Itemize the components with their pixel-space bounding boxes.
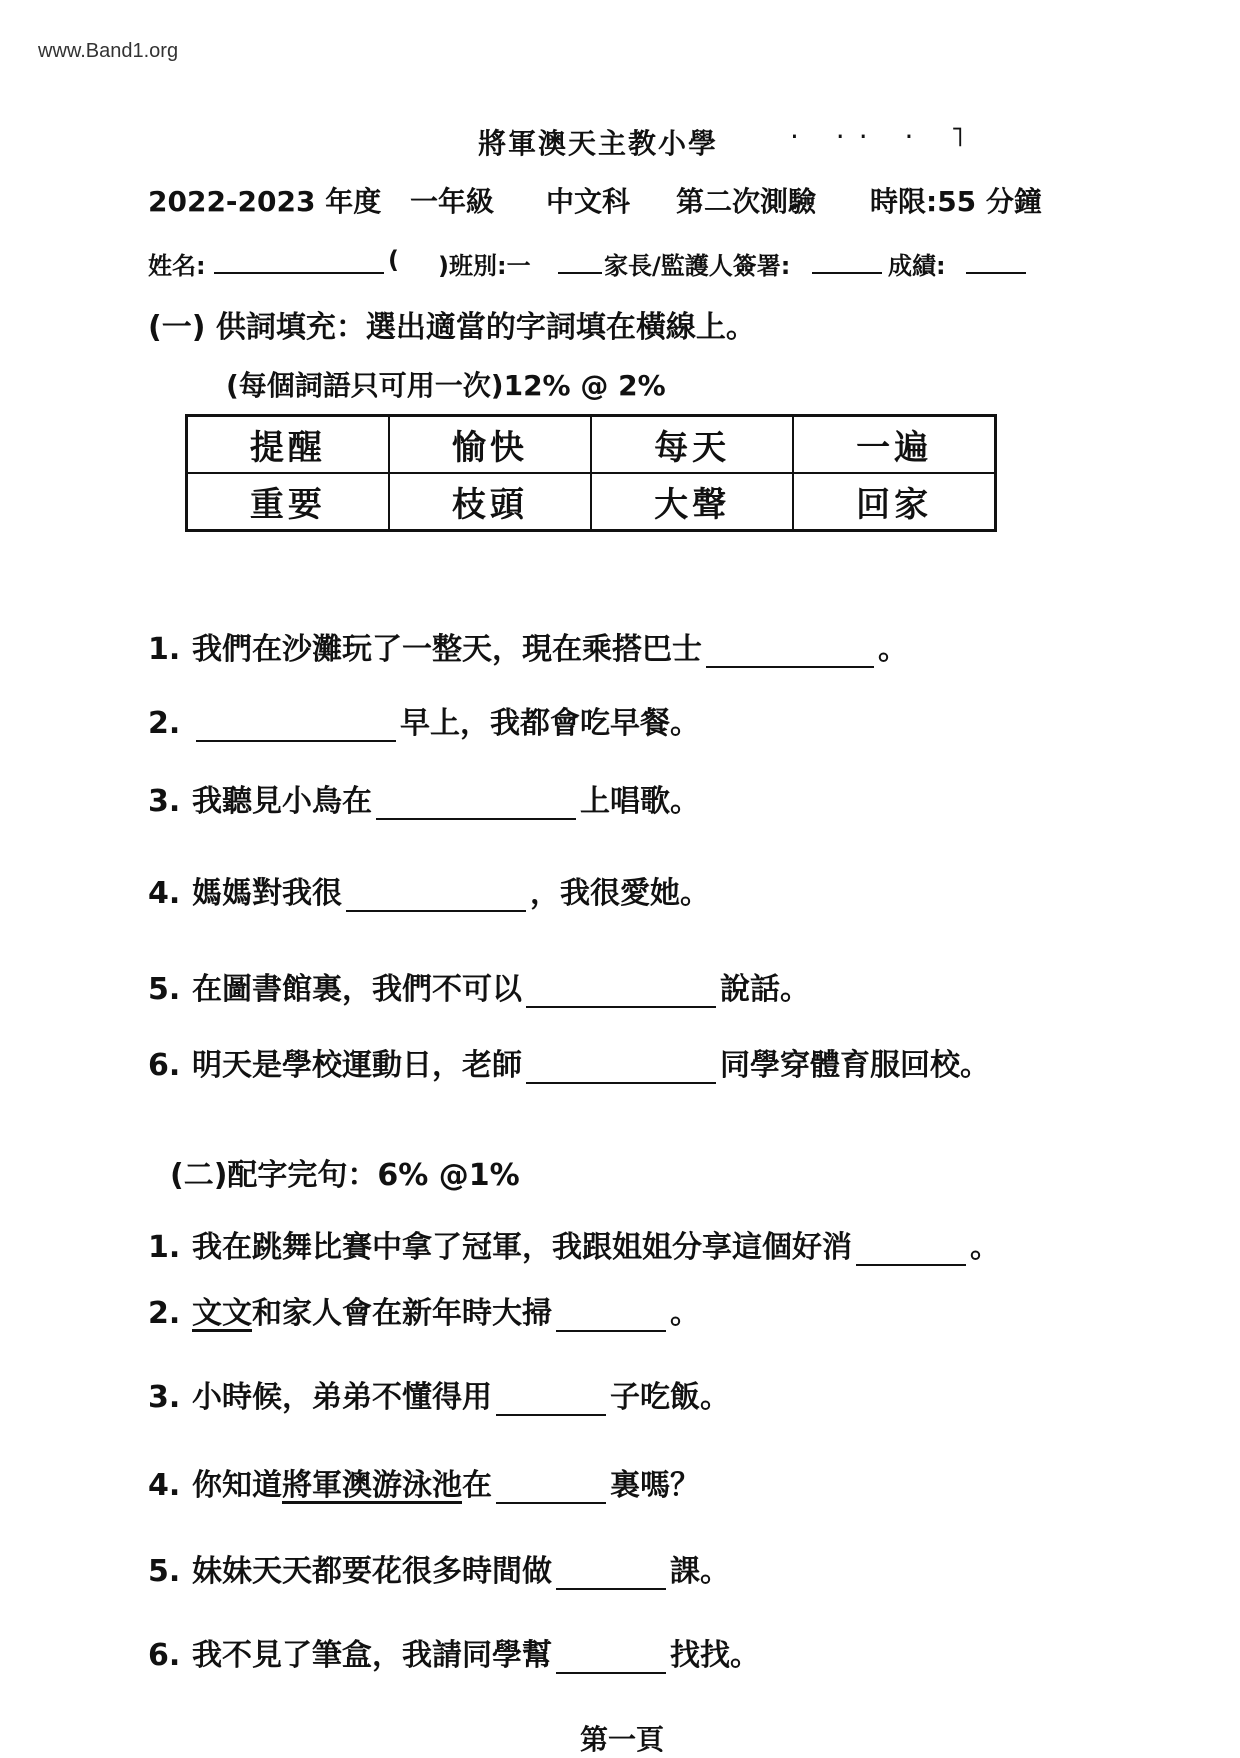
word-bank-cell: 提醒 — [187, 416, 389, 474]
word-bank-row — [187, 473, 996, 531]
s2-question-6: 6. 我不見了筆盒，我請同學幫 找找。 — [148, 1638, 760, 1673]
score-label: 成績: — [888, 252, 946, 280]
handwritten-mark: · ·· · ˥ — [790, 120, 979, 153]
answer-blank[interactable] — [556, 1298, 666, 1332]
s1-question-3: 3. 我聽見小鳥在 上唱歌。 — [148, 784, 700, 819]
class-number-open: ( — [388, 246, 399, 274]
answer-blank[interactable] — [346, 878, 526, 912]
parent-signature-field[interactable] — [812, 246, 882, 274]
answer-blank[interactable] — [526, 974, 716, 1008]
answer-blank[interactable] — [556, 1556, 666, 1590]
s2-question-1: 1. 我在跳舞比賽中拿了冠軍，我跟姐姐分享這個好消 。 — [148, 1230, 1000, 1265]
s2-question-3: 3. 小時候，弟弟不懂得用 子吃飯。 — [148, 1380, 730, 1415]
subject: 中文科 — [546, 185, 631, 218]
s2-question-5: 5. 妹妹天天都要花很多時間做 課。 — [148, 1554, 730, 1589]
word-bank-cell: 枝頭 — [389, 473, 591, 531]
word-bank-cell: 重要 — [187, 473, 389, 531]
section1-title: (一) 供詞填充：選出適當的字詞填在橫線上。 — [148, 310, 756, 345]
time-limit: 時限:55 分鐘 — [870, 185, 1042, 218]
s1-question-1: 1. 我們在沙灘玩了一整天，現在乘搭巴士 。 — [148, 632, 908, 667]
word-bank-row — [187, 416, 996, 474]
proper-name: 文文 — [192, 1296, 252, 1331]
answer-blank[interactable] — [856, 1232, 966, 1266]
answer-blank[interactable] — [496, 1470, 606, 1504]
s2-question-4: 4. 你知道將軍澳游泳池在 裏嗎？ — [148, 1468, 700, 1503]
s1-question-4: 4. 媽媽對我很 ，我很愛她。 — [148, 876, 710, 911]
proper-place: 將軍澳游泳池 — [282, 1468, 462, 1503]
watermark-text: www.Band1.org — [38, 40, 179, 62]
word-bank-cell: 大聲 — [591, 473, 793, 531]
word-bank-cell: 一遍 — [793, 416, 995, 474]
name-field[interactable] — [214, 246, 384, 274]
class-label: )班別:一 — [438, 252, 531, 280]
section1-note: (每個詞語只可用一次)12% @ 2% — [226, 369, 666, 402]
name-label: 姓名: — [148, 252, 206, 280]
class-field[interactable] — [558, 246, 602, 274]
answer-blank[interactable] — [496, 1382, 606, 1416]
s1-question-6: 6. 明天是學校運動日，老師 同學穿體育服回校。 — [148, 1048, 990, 1083]
section2-title: (二)配字完句：6% @1% — [170, 1158, 520, 1193]
answer-blank[interactable] — [556, 1640, 666, 1674]
answer-blank[interactable] — [526, 1050, 716, 1084]
word-bank-cell: 愉快 — [389, 416, 591, 474]
answer-blank[interactable] — [376, 786, 576, 820]
word-bank-cell: 每天 — [591, 416, 793, 474]
school-year: 2022-2023 年度 — [148, 185, 382, 218]
grade-level: 一年級 — [410, 185, 495, 218]
answer-blank[interactable] — [196, 708, 396, 742]
score-field[interactable] — [966, 246, 1026, 274]
word-bank-cell: 回家 — [793, 473, 995, 531]
word-bank-table — [185, 414, 997, 532]
test-name: 第二次測驗 — [676, 185, 817, 218]
page-number: 第一頁 — [580, 1723, 665, 1756]
school-name: 將軍澳天主教小學 — [478, 127, 719, 160]
parent-signature-label: 家長/監護人簽署: — [604, 252, 791, 280]
s1-question-2: 2. 早上，我都會吃早餐。 — [148, 706, 700, 741]
s2-question-2: 2. 文文和家人會在新年時大掃 。 — [148, 1296, 700, 1331]
answer-blank[interactable] — [706, 634, 874, 668]
s1-question-5: 5. 在圖書館裏，我們不可以 說話。 — [148, 972, 810, 1007]
